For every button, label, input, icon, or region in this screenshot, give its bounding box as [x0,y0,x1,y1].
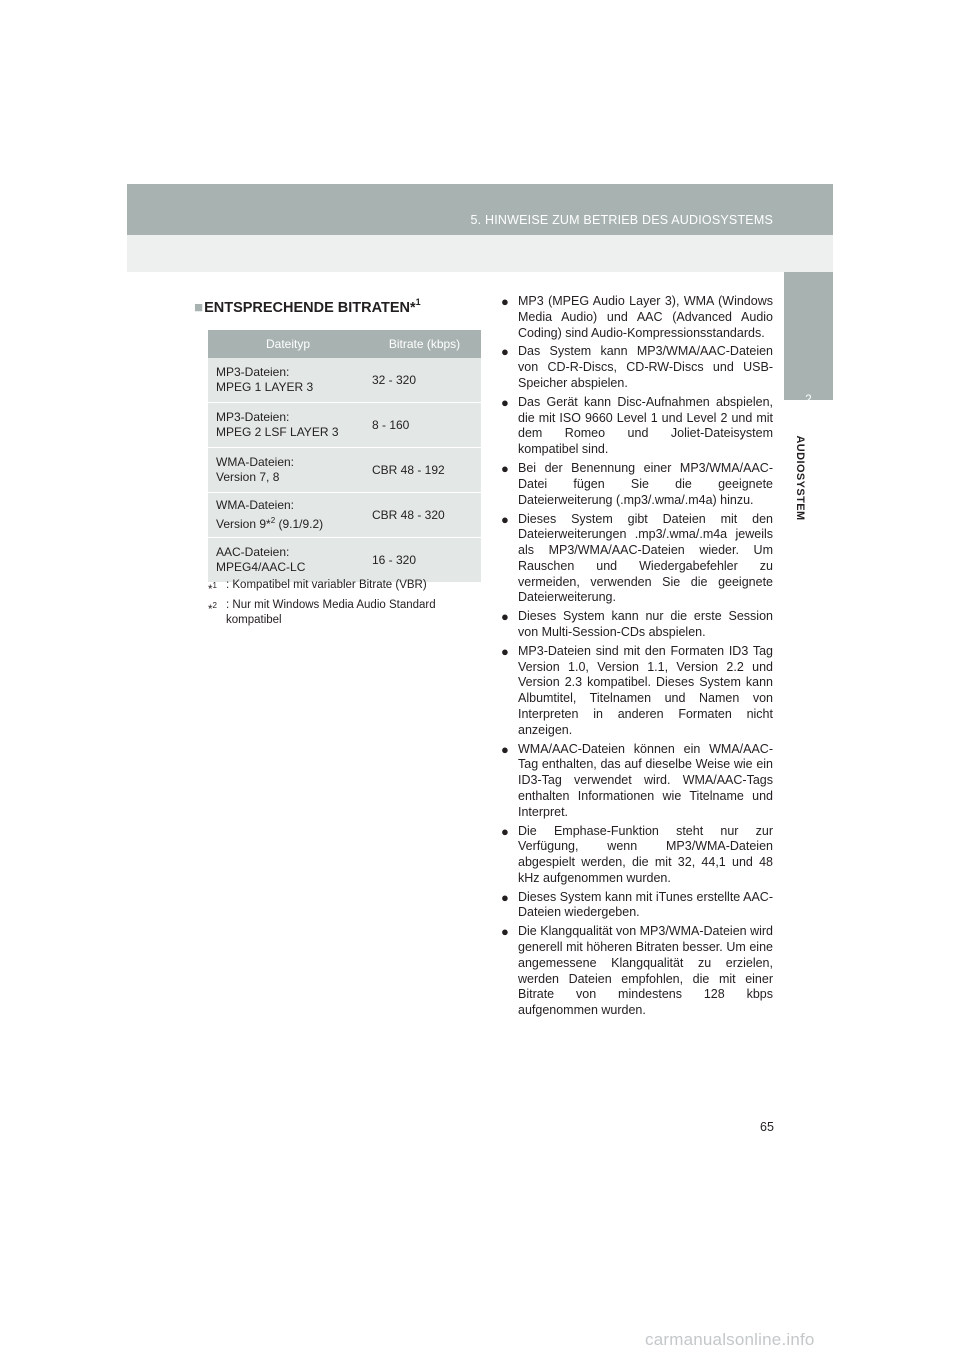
filetype-cell: MP3-Dateien: MPEG 1 LAYER 3 [208,358,368,403]
square-bullet-icon: ■ [194,298,204,316]
bitrate-cell: CBR 48 - 320 [368,493,481,538]
heading-footnote-mark: 1 [415,297,421,307]
section-heading-text: ENTSPRECHENDE BITRATEN* [204,299,416,316]
footnote-mark: 2 [270,516,276,525]
bullet-icon: ● [501,511,509,527]
bitrate-cell: 16 - 320 [368,538,481,583]
footnote: *$^1$ : Kompatibel mit variabler Bitrate (VBR) [208,579,427,596]
list-item: ● Dieses System kann nur die erste Session von Multi-Session-CDs abspielen. [501,609,773,639]
filetype-cell: WMA-Dateien: Version 9*$^2$ (9.1/9.2) [208,493,368,538]
chapter-header [127,184,833,235]
list-item: ● Die Emphase-Funktion steht nur zur Verfügung, wenn MP3/WMA-Dateien abgespielt werden, die mit 32, 44,1 und 48 kHz aufgenommen wurden. [501,823,773,885]
footnote-text: : Kompatibel mit variabler Bitrate (VBR) [226,579,427,591]
bullet-icon: ● [501,823,509,839]
bullet-icon: ● [501,461,509,477]
bullet-icon: ● [501,609,509,625]
list-item: ● MP3-Dateien sind mit den Formaten ID3 Tag Version 1.0, Version 1.1, Version 2.2 und Version 2.3 kompatibel. Dieses System kann Albumtitel, Titelnamen und Namen von Interpreten in anderen Formaten nicht anzeigen. [501,643,773,737]
filetype-cell: WMA-Dateien: Version 7, 8 [208,448,368,493]
watermark: carmanualsonline.info [645,1330,815,1349]
filetype-cell: MP3-Dateien: MPEG 2 LSF LAYER 3 [208,403,368,448]
bullet-list [501,294,773,1022]
list-item: ● Das System kann MP3/WMA/AAC-Dateien von CD-R-Discs, CD-RW-Discs und USB-Speicher abspielen. [501,344,773,390]
bullet-icon: ● [501,344,509,360]
chapter-title: 5. HINWEISE ZUM BETRIEB DES AUDIOSYSTEMS [470,213,773,227]
footnote-text: : Nur mit Windows Media Audio Standard kompatibel [226,598,436,626]
bullet-icon: ● [501,741,509,757]
bitrate-cell: 8 - 160 [368,403,481,448]
column-header-bitrate: Bitrate (kbps) [368,330,481,358]
list-item: ● Bei der Benennung einer MP3/WMA/AAC-Datei fügen Sie die geeignete Dateierweiterung (.mp3/.wma/.m4a) hinzu. [501,461,773,507]
section-heading [194,298,421,316]
table-row [208,448,481,493]
bullet-icon: ● [501,294,509,309]
list-item: ● Dieses System kann mit iTunes erstellte AAC-Dateien wiedergeben. [501,889,773,920]
column-header-filetype: Dateityp [208,330,368,358]
bullet-icon: ● [501,924,509,940]
footnote: *$^2$ : Nur mit Windows Media Audio Standard kompatibel [208,598,483,628]
footnotes [208,578,483,628]
table-row [208,358,481,403]
list-item: ● WMA/AAC-Dateien können ein WMA/AAC-Tag enthalten, das auf dieselbe Weise wie ein ID3-Tag verwendet wird. WMA/AAC-Tags enthalten Informationen wie Titelname und Interpret. [501,741,773,819]
table-row [208,493,481,538]
table-row [208,403,481,448]
page-number: 65 [760,1120,774,1134]
chapter-side-label [790,433,810,523]
table-header-row [208,330,481,358]
chapter-side-tab [784,272,833,406]
chapter-number: 2 [805,392,812,406]
side-label-text: AUDIOSYSTEM [794,435,806,521]
bitrate-cell: 32 - 320 [368,358,481,403]
bullet-icon: ● [501,643,509,659]
bitrate-cell: CBR 48 - 192 [368,448,481,493]
list-item: ● Dieses System gibt Dateien mit den Dateierweiterungen .mp3/.wma/.m4a jeweils als MP3/WMA/AAC-Dateien wieder. Um Rauschen und Wiedergabefehler zu vermeiden, verwenden Sie die geeignete Dateierweiterung. [501,511,773,605]
bitrate-table [208,330,481,583]
filetype-cell: AAC-Dateien: MPEG4/AAC-LC [208,538,368,583]
table-row [208,538,481,583]
list-item: ● MP3 (MPEG Audio Layer 3), WMA (Windows Media Audio) und AAC (Advanced Audio Coding) sind Audio-Kompressionsstandards. [501,294,773,340]
list-item: ● Die Klangqualität von MP3/WMA-Dateien wird generell mit höheren Bitraten besser. Um eine angemessene Klangqualität zu erzielen, werden Dateien empfohlen, die mit einer Bitrate von mindestens 128 kbps aufgenommen wurden. [501,924,773,1018]
bullet-icon: ● [501,889,509,905]
bullet-icon: ● [501,394,509,410]
list-item: ● Das Gerät kann Disc-Aufnahmen abspielen, die mit ISO 9660 Level 1 und Level 2 und mit dem Romeo und Joliet-Dateisystem kompatibel sind. [501,394,773,457]
